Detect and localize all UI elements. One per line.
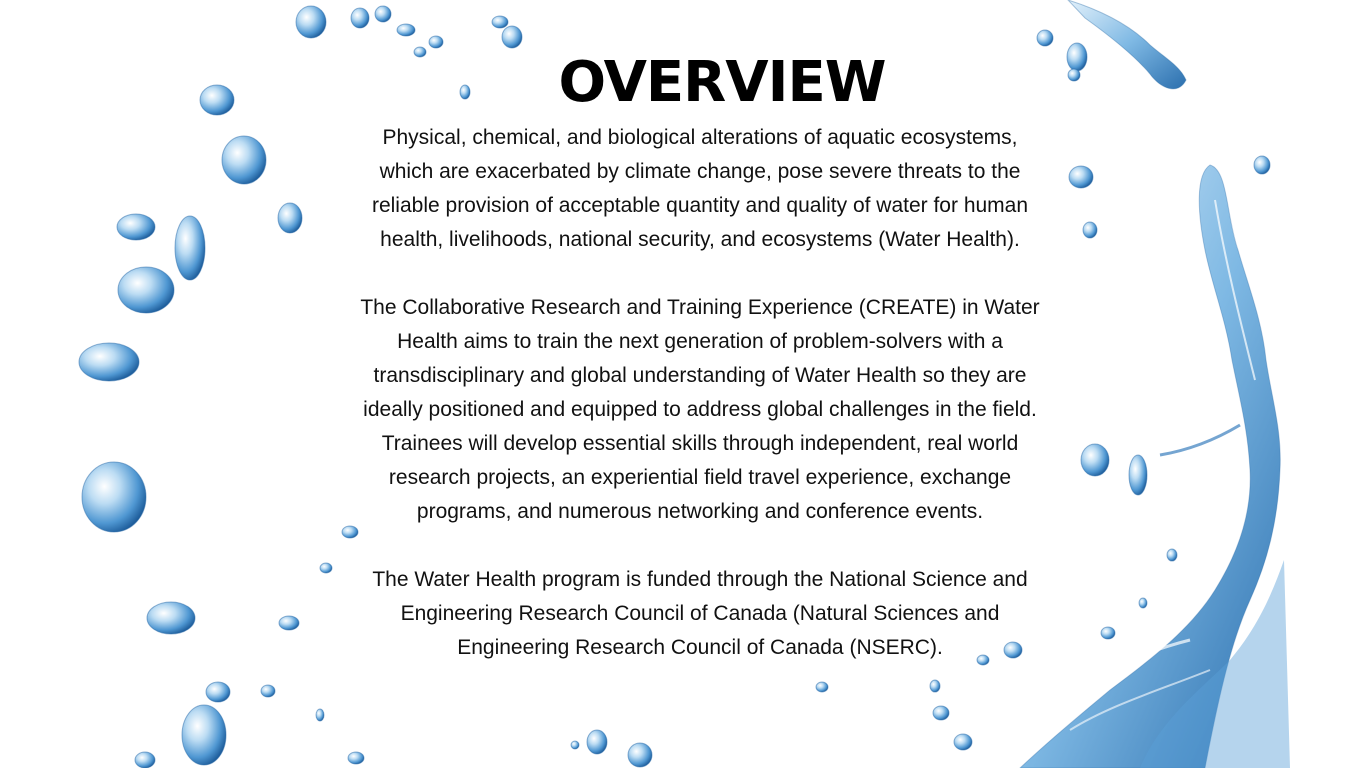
text-line: Engineering Research Council of Canada (NSERC). <box>457 636 943 659</box>
text-line: The Collaborative Research and Training Experience (CREATE) in Water <box>360 296 1040 319</box>
text-line: ideally positioned and equipped to address global challenges in the field. <box>363 398 1037 421</box>
paragraph-intro <box>300 121 1100 257</box>
overview-body <box>300 121 1100 665</box>
text-line: research projects, an experiential field travel experience, exchange <box>388 466 1012 489</box>
text-line: transdisciplinary and global understanding of Water Health so they are <box>373 364 1027 387</box>
text-line: programs, and numerous networking and conference events. <box>416 500 984 523</box>
paragraph-create-program <box>300 291 1100 529</box>
paragraph-funding <box>300 563 1100 665</box>
page-title: OVERVIEW <box>558 50 886 115</box>
text-line: Trainees will develop essential skills through independent, real world <box>381 432 1019 455</box>
text-line: The Water Health program is funded through the National Science and <box>372 568 1028 591</box>
text-line: Health aims to train the next generation of problem-solvers with a <box>397 330 1003 353</box>
text-line: Engineering Research Council of Canada (Natural Sciences and <box>400 602 1000 625</box>
text-line: health, livelihoods, national security, and ecosystems (Water Health). <box>380 228 1020 251</box>
text-line: Physical, chemical, and biological alterations of aquatic ecosystems, <box>382 126 1018 149</box>
text-line: which are exacerbated by climate change, pose severe threats to the <box>379 160 1021 183</box>
text-line: reliable provision of acceptable quantity and quality of water for human <box>371 194 1029 217</box>
